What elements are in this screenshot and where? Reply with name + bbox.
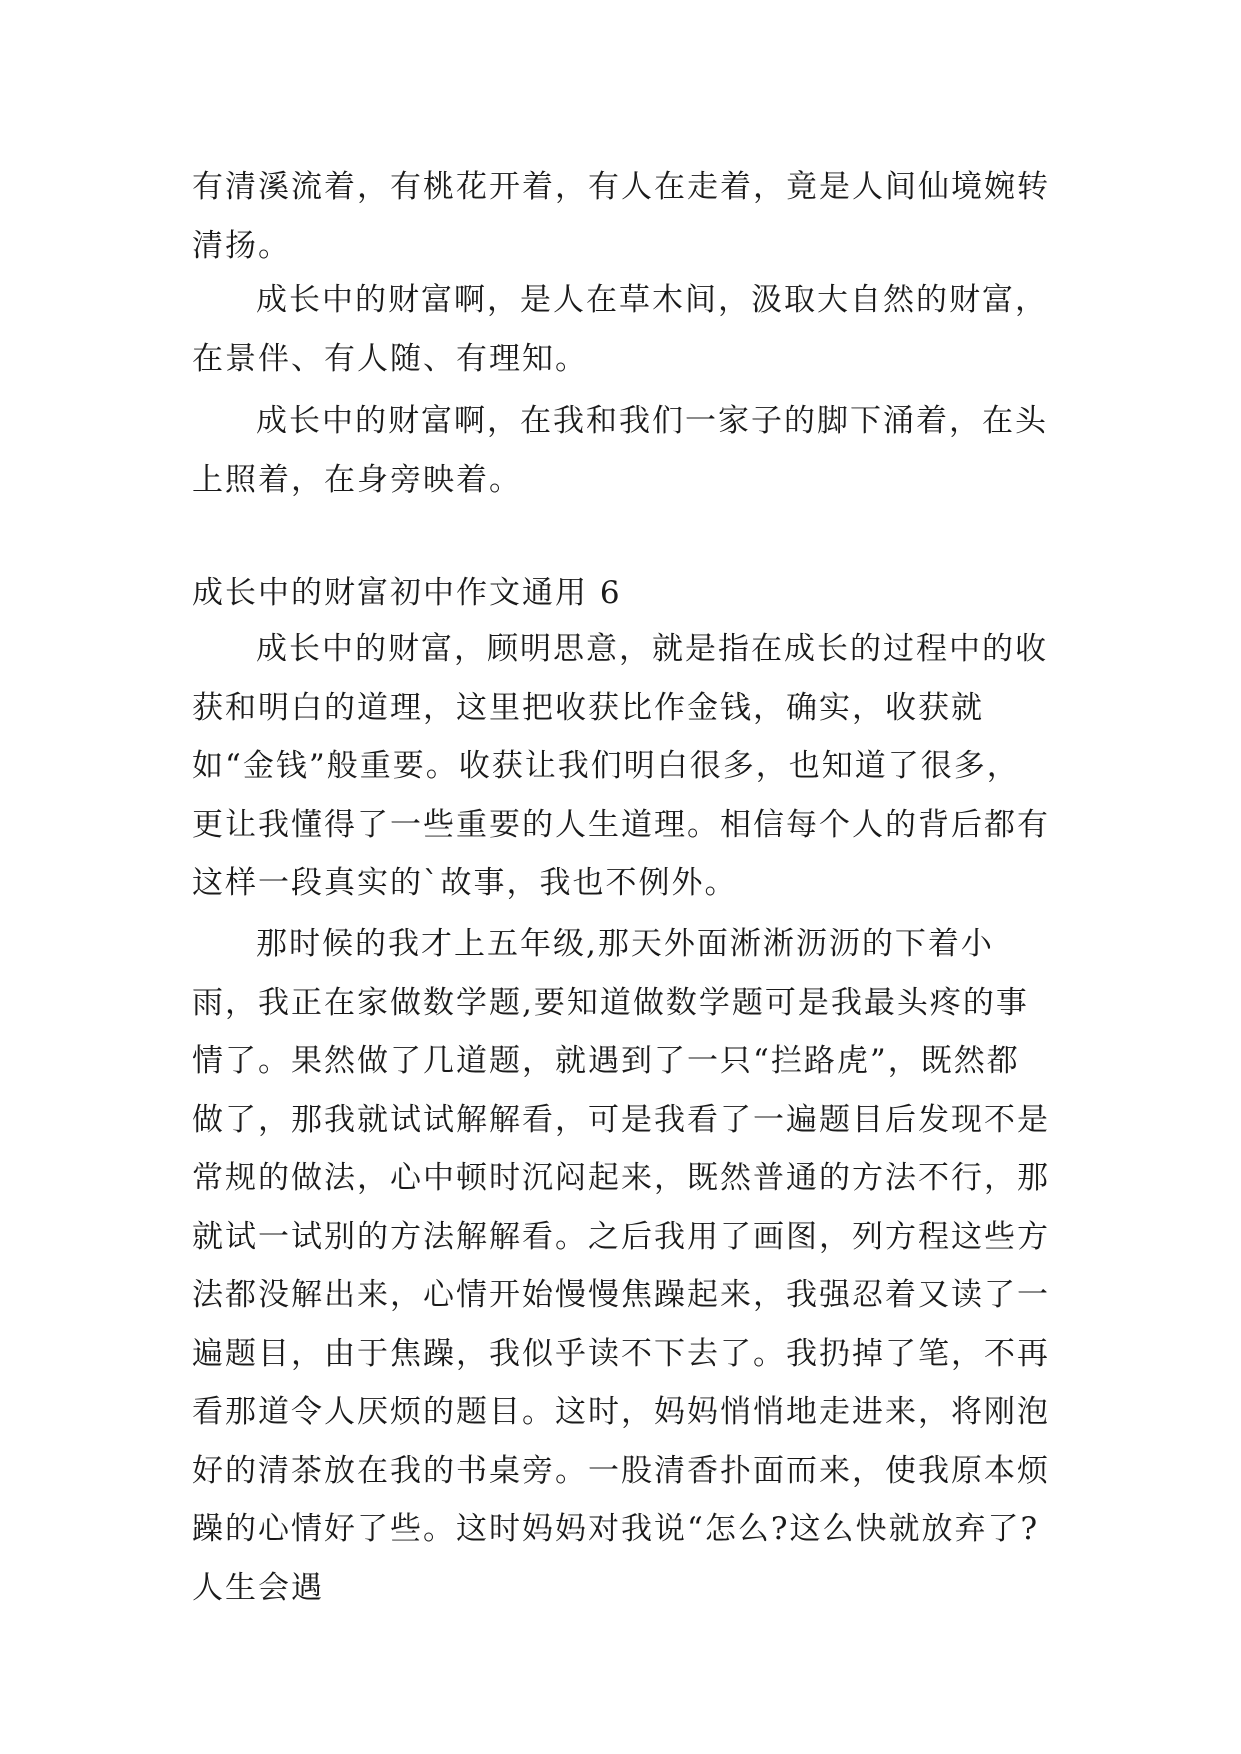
paragraph-4: 成长中的财富，顾明思意，就是指在成长的过程中的收获和明白的道理，这里把收获比作金钱，确实，收获就如“金钱”般重要。收获让我们明白很多，也知道了很多，更让我懂得了一些重要的人生道理。相信每个人的背后都有这样一段真实的`故事，我也不例外。 bbox=[192, 631, 1050, 901]
paragraph-3: 成长中的财富啊，在我和我们一家子的脚下涌着，在头上照着，在身旁映着。 bbox=[192, 403, 1048, 498]
paragraph-2: 成长中的财富啊，是人在草木间，汲取大自然的财富，在景伴、有人随、有理知。 bbox=[192, 282, 1048, 377]
section-heading: 成长中的财富初中作文通用 6 bbox=[192, 575, 622, 611]
paragraph-5: 那时候的我才上五年级,那天外面淅淅沥沥的下着小雨，我正在家做数学题,要知道做数学题可是我最头疼的事情了。果然做了几道题，就遇到了一只“拦路虎”，既然都做了，那我就试试解解看，可是我看了一遍题目后发现不是常规的做法，心中顿时沉闷起来，既然普通的方法不行，那就试一试别的方法解解看。之后我用了画图，列方程这些方法都没解出来，心情开始慢慢焦躁起来，我强忍着又读了一遍题目，由于焦躁，我似乎读不下去了。我扔掉了笔，不再看那道令人厌烦的题目。这时，妈妈悄悄地走进来，将刚泡好的清茶放在我的书桌旁。一股清香扑面而来，使我原本烦躁的心情好了些。这时妈妈对我说“怎么?这么快就放弃了?人生会遇 bbox=[192, 926, 1050, 1606]
paragraph-1: 有清溪流着，有桃花开着，有人在走着，竟是人间仙境婉转清扬。 bbox=[192, 169, 1050, 264]
